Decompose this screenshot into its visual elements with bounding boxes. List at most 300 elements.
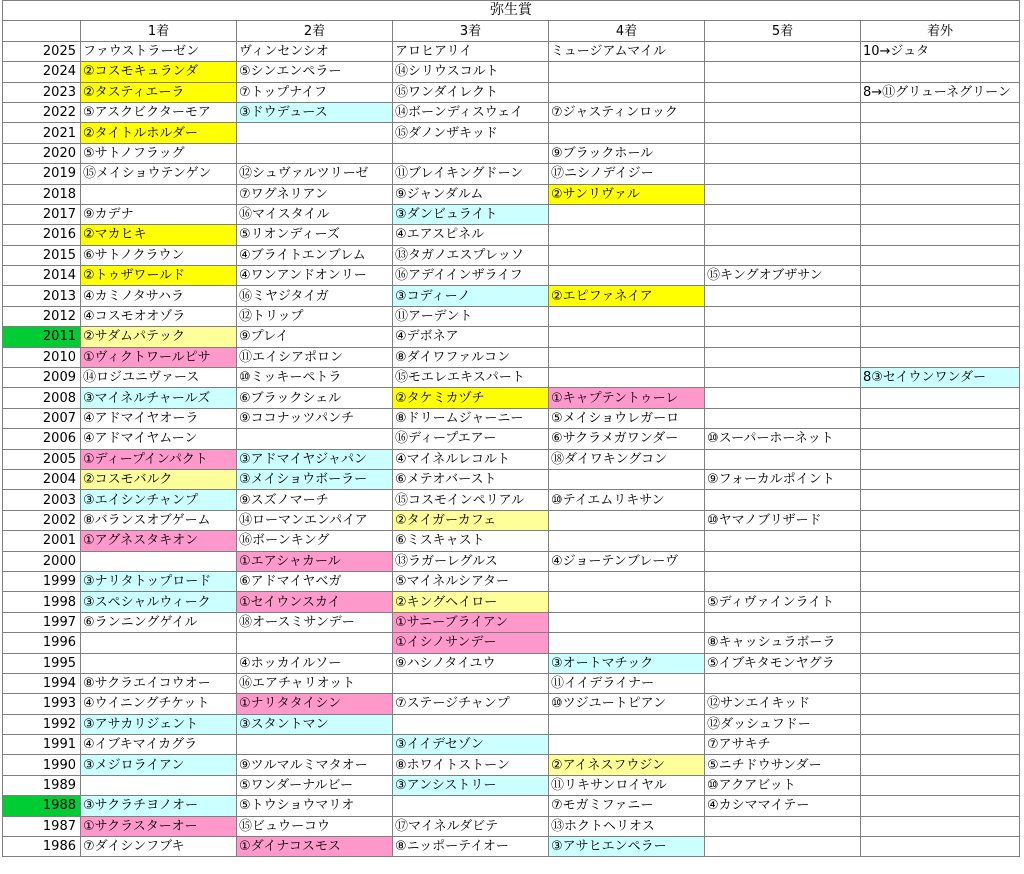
result-cell: ④デボネア — [393, 327, 549, 347]
result-cell: ⑨プレイ — [237, 327, 393, 347]
result-cell — [549, 735, 705, 755]
result-cell: ②コスモキュランダ — [81, 62, 237, 82]
result-cell: ⑰ニシノデイジー — [549, 164, 705, 184]
result-cell: ⑤ディヴァインライト — [705, 592, 861, 612]
result-cell: ⑨ツルマルミマタオー — [237, 755, 393, 775]
table-row — [3, 327, 1020, 347]
year-cell: 2002 — [3, 510, 81, 530]
table-row — [3, 408, 1020, 428]
result-cell: ⑫ダッシュフドー — [705, 714, 861, 734]
year-cell: 2011 — [3, 327, 81, 347]
result-cell — [549, 368, 705, 388]
year-cell: 2024 — [3, 62, 81, 82]
result-cell: ⑧ドリームジャーニー — [393, 408, 549, 428]
result-cell — [861, 143, 1020, 163]
table-row — [3, 449, 1020, 469]
result-cell: ④ワンアンドオンリー — [237, 266, 393, 286]
year-cell: 2000 — [3, 551, 81, 571]
result-cell — [81, 653, 237, 673]
result-cell — [861, 286, 1020, 306]
result-cell: ⑪アーデント — [393, 306, 549, 326]
result-cell — [705, 490, 861, 510]
year-cell: 1987 — [3, 816, 81, 836]
result-cell: 10→ジュタ — [861, 41, 1020, 61]
result-cell: ②タイトルホルダー — [81, 123, 237, 143]
table-row — [3, 62, 1020, 82]
table-row — [3, 673, 1020, 693]
table-row — [3, 306, 1020, 326]
result-cell: ⑤ニチドウサンダー — [705, 755, 861, 775]
result-cell — [705, 449, 861, 469]
header-cell — [3, 21, 81, 41]
result-cell: ⑧ホワイトストーン — [393, 755, 549, 775]
result-cell — [861, 347, 1020, 367]
table-row — [3, 266, 1020, 286]
year-cell: 2001 — [3, 531, 81, 551]
result-cell — [393, 673, 549, 693]
table-row — [3, 490, 1020, 510]
result-cell — [861, 490, 1020, 510]
table-row — [3, 571, 1020, 591]
result-cell: ⑪エイシアポロン — [237, 347, 393, 367]
year-cell: 1990 — [3, 755, 81, 775]
result-cell: ①アグネスタキオン — [81, 531, 237, 551]
result-cell: ②コスモバルク — [81, 469, 237, 489]
table-row — [3, 633, 1020, 653]
header-row — [3, 21, 1020, 41]
year-cell: 2006 — [3, 429, 81, 449]
result-cell: ①イシノサンデー — [393, 633, 549, 653]
result-cell — [705, 551, 861, 571]
header-cell: 1着 — [81, 21, 237, 41]
result-cell: ⑭ボーンディスウェイ — [393, 102, 549, 122]
table-row — [3, 796, 1020, 816]
results-table — [2, 0, 1020, 857]
year-cell: 1994 — [3, 673, 81, 693]
result-cell: ⑭ロジユニヴァース — [81, 368, 237, 388]
result-cell — [861, 837, 1020, 857]
result-cell — [861, 510, 1020, 530]
table-row — [3, 469, 1020, 489]
title-row — [3, 1, 1020, 21]
result-cell — [81, 184, 237, 204]
year-cell: 2022 — [3, 102, 81, 122]
result-cell — [861, 204, 1020, 224]
result-cell — [549, 62, 705, 82]
result-cell — [861, 531, 1020, 551]
table-row — [3, 102, 1020, 122]
header-cell: 4着 — [549, 21, 705, 41]
result-cell: ③ダンビュライト — [393, 204, 549, 224]
year-cell: 2020 — [3, 143, 81, 163]
table-row — [3, 775, 1020, 795]
year-cell: 2018 — [3, 184, 81, 204]
result-cell: ⑮ワンダイレクト — [393, 82, 549, 102]
result-cell: ⑰マイネルダビテ — [393, 816, 549, 836]
result-cell: ⑥メテオバースト — [393, 469, 549, 489]
result-cell — [861, 775, 1020, 795]
result-cell: ②タスティエーラ — [81, 82, 237, 102]
year-cell: 2015 — [3, 245, 81, 265]
result-cell — [705, 164, 861, 184]
result-cell — [861, 612, 1020, 632]
year-cell: 1989 — [3, 775, 81, 795]
table-row — [3, 368, 1020, 388]
result-cell: ①ダイナコスモス — [237, 837, 393, 857]
result-cell — [81, 775, 237, 795]
result-cell: ①ヴィクトワールピサ — [81, 347, 237, 367]
table-row — [3, 653, 1020, 673]
result-cell: ファウストラーゼン — [81, 41, 237, 61]
result-cell: ④エアスピネル — [393, 225, 549, 245]
result-cell — [705, 673, 861, 693]
result-cell: ④ウイニングチケット — [81, 694, 237, 714]
header-cell: 5着 — [705, 21, 861, 41]
result-cell: ②タイガーカフェ — [393, 510, 549, 530]
result-cell: ⑦ステージチャンプ — [393, 694, 549, 714]
result-cell: ①サクラスターオー — [81, 816, 237, 836]
table-row — [3, 714, 1020, 734]
result-cell — [861, 469, 1020, 489]
result-cell: ③サクラチヨノオー — [81, 796, 237, 816]
result-cell: ⑯ボーンキング — [237, 531, 393, 551]
result-cell — [549, 306, 705, 326]
result-cell: ③スペシャルウィーク — [81, 592, 237, 612]
year-cell: 1997 — [3, 612, 81, 632]
table-row — [3, 143, 1020, 163]
result-cell: ⑩ヤマノブリザード — [705, 510, 861, 530]
result-cell — [549, 531, 705, 551]
result-cell — [861, 102, 1020, 122]
result-cell: ④ホッカイルソー — [237, 653, 393, 673]
result-cell: ⑤アスクビクターモア — [81, 102, 237, 122]
result-cell: ⑧バランスオブゲーム — [81, 510, 237, 530]
result-cell — [861, 714, 1020, 734]
result-cell: ⑫シュヴァルツリーゼ — [237, 164, 393, 184]
table-title: 弥生賞 — [3, 1, 1020, 21]
result-cell: ⑬ラガーレグルス — [393, 551, 549, 571]
result-cell: ②サンリヴァル — [549, 184, 705, 204]
result-cell — [861, 225, 1020, 245]
result-cell — [861, 164, 1020, 184]
result-cell — [705, 388, 861, 408]
table-row — [3, 225, 1020, 245]
result-cell — [81, 633, 237, 653]
table-row — [3, 245, 1020, 265]
result-cell: ③メイショウボーラー — [237, 469, 393, 489]
result-cell: ⑥アドマイヤベガ — [237, 571, 393, 591]
result-cell: ⑬タガノエスプレッソ — [393, 245, 549, 265]
year-cell: 1996 — [3, 633, 81, 653]
result-cell — [861, 388, 1020, 408]
result-cell — [861, 796, 1020, 816]
result-cell — [861, 653, 1020, 673]
result-cell — [393, 714, 549, 734]
result-cell: ⑦モガミファニー — [549, 796, 705, 816]
result-cell: ⑨フォーカルポイント — [705, 469, 861, 489]
result-cell: ⑮コスモインペリアル — [393, 490, 549, 510]
header-cell: 2着 — [237, 21, 393, 41]
result-cell: ⑥ランニングゲイル — [81, 612, 237, 632]
result-cell: ④コスモオオゾラ — [81, 306, 237, 326]
result-cell — [237, 143, 393, 163]
result-cell — [861, 633, 1020, 653]
result-cell: ミュージアムマイル — [549, 41, 705, 61]
result-cell: ⑤リオンディーズ — [237, 225, 393, 245]
year-cell: 2025 — [3, 41, 81, 61]
result-cell: ③スタントマン — [237, 714, 393, 734]
result-cell: ⑮モエレエキスパート — [393, 368, 549, 388]
year-cell: 2003 — [3, 490, 81, 510]
year-cell: 1993 — [3, 694, 81, 714]
result-cell — [705, 184, 861, 204]
table-row — [3, 347, 1020, 367]
result-cell: ⑭ローマンエンパイア — [237, 510, 393, 530]
year-cell: 2023 — [3, 82, 81, 102]
table-row — [3, 184, 1020, 204]
result-cell — [549, 592, 705, 612]
table-row — [3, 612, 1020, 632]
result-cell: ①エアシャカール — [237, 551, 393, 571]
result-cell — [861, 551, 1020, 571]
table-row — [3, 735, 1020, 755]
result-cell: ②トゥザワールド — [81, 266, 237, 286]
result-cell — [861, 429, 1020, 449]
table-row — [3, 41, 1020, 61]
result-cell — [861, 673, 1020, 693]
result-cell: ①キャプテントゥーレ — [549, 388, 705, 408]
result-cell — [705, 143, 861, 163]
result-cell: ⑨ジャンダルム — [393, 184, 549, 204]
year-cell: 2005 — [3, 449, 81, 469]
result-cell: ⑤サトノフラッグ — [81, 143, 237, 163]
result-cell: ⑦アサキチ — [705, 735, 861, 755]
result-cell — [549, 266, 705, 286]
table-row — [3, 551, 1020, 571]
result-cell — [861, 408, 1020, 428]
year-cell: 1992 — [3, 714, 81, 734]
result-cell: ③アンシストリー — [393, 775, 549, 795]
result-cell: ⑮メイショウテンゲン — [81, 164, 237, 184]
year-cell: 2014 — [3, 266, 81, 286]
result-cell: ①ディープインパクト — [81, 449, 237, 469]
result-cell: ⑯アデイインザライフ — [393, 266, 549, 286]
result-cell: ④ジョーテンブレーヴ — [549, 551, 705, 571]
result-cell: ⑤ワンダーナルビー — [237, 775, 393, 795]
table-row — [3, 837, 1020, 857]
result-cell: ⑩テイエムリキサン — [549, 490, 705, 510]
result-cell — [549, 633, 705, 653]
result-cell: ⑥サクラメガワンダー — [549, 429, 705, 449]
result-cell: ④ブライトエンブレム — [237, 245, 393, 265]
result-cell — [393, 796, 549, 816]
table-row — [3, 123, 1020, 143]
result-cell: ②アイネスフウジン — [549, 755, 705, 775]
year-cell: 2012 — [3, 306, 81, 326]
result-cell: ④カシママイテー — [705, 796, 861, 816]
result-cell: ⑤マイネルシアター — [393, 571, 549, 591]
year-cell: 2021 — [3, 123, 81, 143]
result-cell: ③アドマイヤジャパン — [237, 449, 393, 469]
result-cell — [549, 123, 705, 143]
result-cell — [861, 327, 1020, 347]
result-cell: ⑧ダイワファルコン — [393, 347, 549, 367]
result-cell: ⑧ニッポーテイオー — [393, 837, 549, 857]
result-cell: ⑮ダノンザキッド — [393, 123, 549, 143]
header-cell: 着外 — [861, 21, 1020, 41]
result-cell — [393, 143, 549, 163]
result-cell — [549, 714, 705, 734]
result-cell — [861, 245, 1020, 265]
result-cell: ⑭シリウスコルト — [393, 62, 549, 82]
result-cell — [861, 592, 1020, 612]
result-cell — [81, 551, 237, 571]
result-cell: ⑥サトノクラウン — [81, 245, 237, 265]
result-cell — [861, 266, 1020, 286]
result-cell — [705, 531, 861, 551]
result-cell: ③アサカリジェント — [81, 714, 237, 734]
result-cell: ⑤イブキタモンヤグラ — [705, 653, 861, 673]
result-cell — [705, 123, 861, 143]
result-cell: ⑯ミヤジタイガ — [237, 286, 393, 306]
result-cell: ⑫サンエイキッド — [705, 694, 861, 714]
year-cell: 2010 — [3, 347, 81, 367]
result-cell: ⑤シンエンペラー — [237, 62, 393, 82]
result-cell: ②キングヘイロー — [393, 592, 549, 612]
result-cell — [549, 82, 705, 102]
table-row — [3, 592, 1020, 612]
table-row — [3, 694, 1020, 714]
result-cell — [705, 225, 861, 245]
result-cell: ⑧キャッシュラボーラ — [705, 633, 861, 653]
table-row — [3, 82, 1020, 102]
result-cell: ⑱オースミサンデー — [237, 612, 393, 632]
result-cell — [549, 571, 705, 591]
result-cell — [705, 816, 861, 836]
result-cell: ⑦ワグネリアン — [237, 184, 393, 204]
year-cell: 2019 — [3, 164, 81, 184]
result-cell — [705, 245, 861, 265]
result-cell — [549, 204, 705, 224]
table-row — [3, 388, 1020, 408]
table-row — [3, 531, 1020, 551]
result-cell: ⑨カデナ — [81, 204, 237, 224]
result-cell — [549, 347, 705, 367]
result-cell: ④イブキマイカグラ — [81, 735, 237, 755]
result-cell: ⑫トリップ — [237, 306, 393, 326]
result-cell: ②エピファネイア — [549, 286, 705, 306]
result-cell: ⑯ディープエアー — [393, 429, 549, 449]
result-cell: ⑮キングオブザサン — [705, 266, 861, 286]
table-row — [3, 510, 1020, 530]
result-cell: アロヒアリイ — [393, 41, 549, 61]
result-cell: ⑦トップナイフ — [237, 82, 393, 102]
result-cell: ⑪リキサンロイヤル — [549, 775, 705, 795]
result-cell: ⑯エアチャリオット — [237, 673, 393, 693]
result-cell: ⑩アクアビット — [705, 775, 861, 795]
result-cell: ⑨ハシノタイユウ — [393, 653, 549, 673]
result-cell — [861, 184, 1020, 204]
result-cell — [861, 449, 1020, 469]
result-cell — [705, 62, 861, 82]
result-cell — [705, 204, 861, 224]
year-cell: 1998 — [3, 592, 81, 612]
result-cell — [861, 571, 1020, 591]
year-cell: 1991 — [3, 735, 81, 755]
result-cell: ③オートマチック — [549, 653, 705, 673]
result-cell — [705, 368, 861, 388]
result-cell — [705, 82, 861, 102]
result-cell — [549, 327, 705, 347]
result-cell — [237, 429, 393, 449]
result-cell: ③コディーノ — [393, 286, 549, 306]
result-cell: ③アサヒエンペラー — [549, 837, 705, 857]
result-cell — [705, 408, 861, 428]
result-cell — [705, 571, 861, 591]
result-cell — [861, 306, 1020, 326]
result-cell: ③ドウデュース — [237, 102, 393, 122]
result-cell: ⑥ブラックシェル — [237, 388, 393, 408]
year-cell: 2008 — [3, 388, 81, 408]
result-cell — [549, 225, 705, 245]
result-cell: ③マイネルチャールズ — [81, 388, 237, 408]
header-cell: 3着 — [393, 21, 549, 41]
result-cell — [549, 245, 705, 265]
result-cell: 8③セイウンワンダー — [861, 368, 1020, 388]
result-cell: ④マイネルレコルト — [393, 449, 549, 469]
result-cell — [705, 837, 861, 857]
result-cell: ⑪イイデライナー — [549, 673, 705, 693]
result-cell: ⑬ホクトヘリオス — [549, 816, 705, 836]
result-cell: ⑤トウショウマリオ — [237, 796, 393, 816]
result-cell — [705, 327, 861, 347]
result-cell — [705, 41, 861, 61]
table-row — [3, 429, 1020, 449]
result-cell: ⑦ダイシンフブキ — [81, 837, 237, 857]
year-cell: 2016 — [3, 225, 81, 245]
result-cell: ⑯マイスタイル — [237, 204, 393, 224]
year-cell: 2009 — [3, 368, 81, 388]
result-cell: ⑮ビュウーコウ — [237, 816, 393, 836]
table-row — [3, 755, 1020, 775]
result-cell: ⑤メイショウレガーロ — [549, 408, 705, 428]
result-cell — [705, 286, 861, 306]
result-cell — [549, 510, 705, 530]
result-cell — [861, 62, 1020, 82]
result-cell: ⑦ジャスティンロック — [549, 102, 705, 122]
result-cell — [861, 816, 1020, 836]
result-cell — [705, 306, 861, 326]
result-cell: ⑨ココナッツパンチ — [237, 408, 393, 428]
result-cell — [861, 694, 1020, 714]
result-cell: ⑥ミスキャスト — [393, 531, 549, 551]
result-cell: ②マカヒキ — [81, 225, 237, 245]
result-cell — [549, 612, 705, 632]
result-cell: ④アドマイヤオーラ — [81, 408, 237, 428]
result-cell: ②サダムパテック — [81, 327, 237, 347]
result-cell — [549, 469, 705, 489]
year-cell: 2004 — [3, 469, 81, 489]
year-cell: 2007 — [3, 408, 81, 428]
result-cell: ⑩スーパーホーネット — [705, 429, 861, 449]
year-cell: 1999 — [3, 571, 81, 591]
result-cell: ③メジロライアン — [81, 755, 237, 775]
result-cell: ①ナリタタイシン — [237, 694, 393, 714]
result-cell: ⑩ミッキーペトラ — [237, 368, 393, 388]
result-cell: ⑨ブラックホール — [549, 143, 705, 163]
result-cell — [237, 633, 393, 653]
table-row — [3, 286, 1020, 306]
